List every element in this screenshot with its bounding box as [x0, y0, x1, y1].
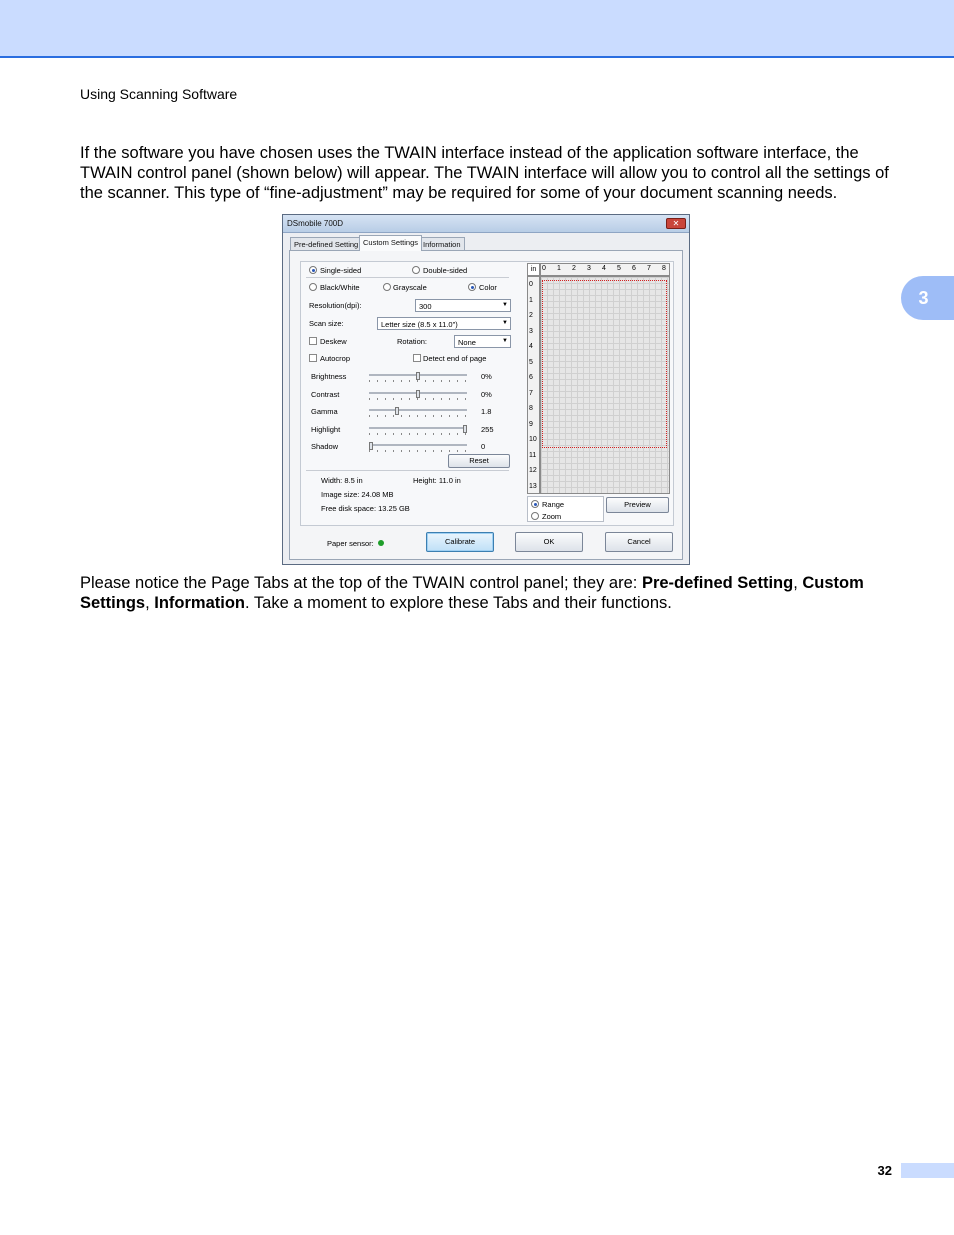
dialog-title-bar [283, 215, 689, 233]
single-sided-label: Single-sided [320, 266, 362, 275]
autocrop-checkbox[interactable] [309, 354, 317, 362]
slider-value: 0% [481, 372, 492, 381]
dialog-title: DSmobile 700D [287, 219, 344, 228]
running-head: Using Scanning Software [80, 86, 238, 102]
chevron-down-icon: ▼ [502, 302, 508, 308]
ruler-tick-label: 4 [529, 343, 533, 350]
range-label: Range [542, 500, 565, 509]
scan-size-select[interactable] [377, 317, 511, 330]
ruler-tick-label: 2 [529, 312, 533, 319]
ruler-unit: in [527, 263, 540, 276]
slider-label: Highlight [311, 424, 341, 434]
slider-value: 255 [481, 424, 494, 434]
rotation-label: Rotation: [397, 337, 428, 346]
ruler-tick-label: 6 [632, 265, 636, 272]
rotation-value: None [458, 338, 476, 347]
grayscale-radio[interactable] [383, 283, 391, 291]
ruler-tick-label: 7 [529, 389, 533, 397]
resolution-label: Resolution(dpi): [309, 301, 362, 310]
ruler-tick-label: 0 [542, 265, 546, 272]
chapter-tab: 3 [901, 276, 954, 320]
ruler-tick-label: 8 [529, 405, 533, 412]
grayscale-label: Grayscale [393, 283, 427, 292]
ruler-tick-label: 3 [529, 327, 533, 335]
page-number: 32 [877, 1163, 892, 1178]
slider-label: Shadow [311, 442, 339, 451]
slider-track[interactable] [369, 372, 467, 382]
scan-area-frame[interactable] [542, 280, 667, 448]
ruler-tick-label: 2 [572, 265, 576, 272]
paper-sensor-label: Paper sensor: [327, 539, 374, 548]
ruler-tick-label: 7 [647, 265, 651, 272]
ruler-tick-label: 8 [662, 265, 666, 272]
top-header-band [0, 0, 954, 58]
ruler-tick-label: 11 [529, 451, 537, 459]
ruler-tick-label: 9 [529, 420, 533, 428]
resolution-select[interactable] [415, 299, 511, 312]
image-size-info: Image size: 24.08 MB [321, 490, 394, 499]
double-sided-label: Double-sided [423, 266, 468, 275]
ruler-tick-label: 13 [529, 482, 537, 490]
autocrop-label: Autocrop [320, 354, 351, 363]
range-radio[interactable] [531, 500, 539, 508]
tab-pre-defined-setting[interactable]: Pre-defined Setting [290, 237, 362, 250]
ruler-tick-label: 5 [617, 265, 621, 272]
chevron-down-icon: ▼ [502, 320, 508, 326]
reset-button[interactable]: Reset [448, 454, 510, 468]
paper-sensor-indicator [378, 540, 384, 546]
tab-custom-settings[interactable]: Custom Settings [359, 235, 422, 251]
ruler-tick-label: 5 [529, 358, 533, 366]
ruler-tick-label: 12 [529, 467, 537, 474]
intro-paragraph: If the software you have chosen uses the TWAIN interface instead of the application software interface, the TWAIN control panel (shown below) will appear. The TWAIN interface will allow you to control all the settings of the scanner. This type of “fine-adjustment” may be required for some of your document scanning needs. [80, 144, 889, 202]
page-number-bar [901, 1163, 954, 1178]
closing-tab3: Information [154, 594, 246, 612]
zoom-label: Zoom [542, 512, 562, 521]
slider-track[interactable] [369, 425, 467, 435]
closing-tab2: Custom Settings [80, 574, 864, 612]
free-disk-info: Free disk space: 13.25 GB [321, 504, 410, 513]
preview-button[interactable]: Preview [606, 497, 669, 513]
slider-thumb[interactable] [369, 442, 373, 450]
view-mode-group [527, 496, 604, 522]
slider-track[interactable] [369, 390, 467, 400]
ruler-tick-label: 3 [587, 265, 591, 272]
scan-size-value: Letter size (8.5 x 11.0") [381, 320, 458, 329]
ok-button[interactable]: OK [515, 532, 583, 552]
ruler-tick-label: 1 [529, 296, 533, 304]
black-white-radio[interactable] [309, 283, 317, 291]
detect-end-label: Detect end of page [423, 354, 487, 363]
ruler-tick-label: 0 [529, 281, 533, 288]
slider-value: 1.8 [481, 407, 492, 416]
color-label: Color [479, 283, 497, 292]
closing-sep: , [793, 574, 803, 592]
ruler-tick-label: 6 [529, 374, 533, 381]
chevron-down-icon: ▼ [502, 338, 508, 344]
tab-information[interactable]: Information [419, 237, 465, 250]
deskew-checkbox[interactable] [309, 337, 317, 345]
slider-value: 0% [481, 389, 492, 399]
closing-tab1: Pre-defined Setting [641, 574, 794, 592]
slider-label: Gamma [311, 407, 338, 416]
slider-track[interactable] [369, 442, 467, 452]
closing-text: Please notice the Page Tabs at the top of the TWAIN control panel; they are: [80, 574, 642, 592]
slider-thumb[interactable] [463, 425, 467, 433]
color-radio[interactable] [468, 283, 476, 291]
deskew-label: Deskew [320, 337, 347, 346]
ruler-tick-label: 4 [602, 265, 606, 272]
divider [306, 470, 509, 471]
zoom-radio[interactable] [531, 512, 539, 520]
double-sided-radio[interactable] [412, 266, 420, 274]
detect-end-checkbox[interactable] [413, 354, 421, 362]
slider-thumb[interactable] [416, 390, 420, 398]
ruler-tick-label: 1 [557, 265, 561, 272]
close-icon[interactable]: ✕ [666, 218, 686, 229]
vertical-ruler [527, 276, 540, 494]
scan-size-label: Scan size: [309, 319, 344, 328]
width-info: Width: 8.5 in [321, 476, 363, 485]
rotation-select[interactable] [454, 335, 511, 348]
slider-track[interactable] [369, 407, 467, 417]
black-white-label: Black/White [320, 283, 360, 292]
slider-thumb[interactable] [395, 407, 399, 415]
slider-label: Contrast [311, 389, 340, 399]
cancel-button[interactable]: Cancel [605, 532, 673, 552]
slider-value: 0 [481, 442, 486, 451]
closing-text: . Take a moment to explore these Tabs and their functions. [245, 594, 672, 612]
divider [306, 277, 509, 278]
calibrate-button[interactable]: Calibrate [426, 532, 494, 552]
slider-label: Brightness [311, 372, 347, 381]
height-info: Height: 11.0 in [413, 476, 461, 485]
slider-thumb[interactable] [416, 372, 420, 380]
resolution-value: 300 [419, 302, 432, 311]
closing-paragraph [80, 573, 898, 613]
ruler-tick-label: 10 [529, 436, 537, 443]
single-sided-radio[interactable] [309, 266, 317, 274]
closing-sep: , [145, 594, 155, 612]
